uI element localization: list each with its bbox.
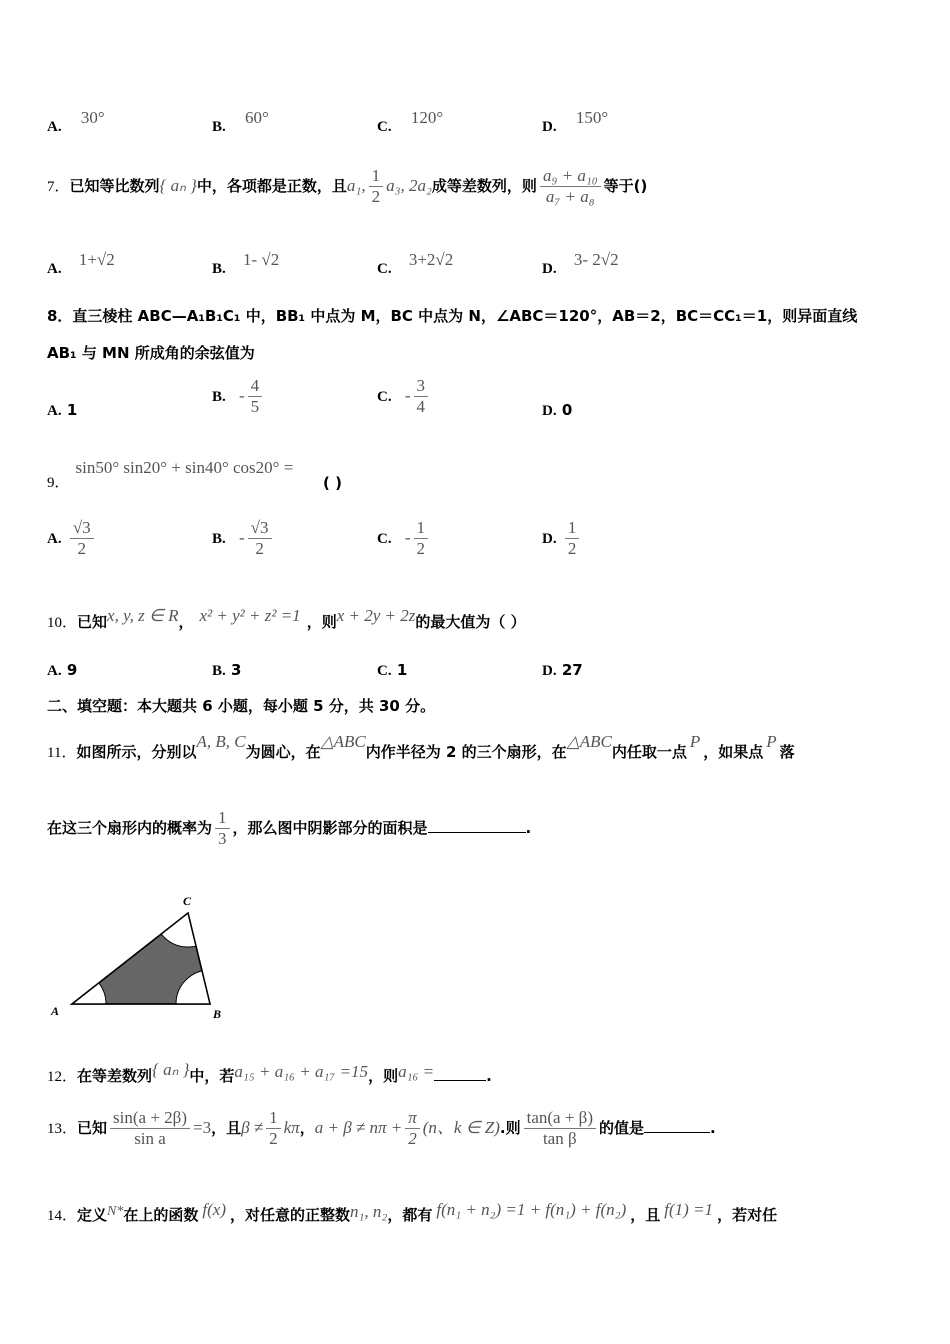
text: ， (178, 613, 194, 631)
math: { aₙ } (159, 176, 197, 195)
option-value: 1- √2 (243, 250, 280, 269)
fraction-denominator: 2 (77, 539, 86, 558)
text: 为圆心，在 (245, 743, 321, 761)
fraction-numerator: sin(a + 2β) (110, 1108, 190, 1129)
q9-option-c (377, 518, 431, 559)
math: f(1) =1 (664, 1200, 714, 1219)
q9-option-d (542, 518, 582, 559)
text: ，则 (306, 613, 337, 631)
question-8-line-1: 8．直三棱柱 ABC—A₁B₁C₁ 中，BB₁ 中点为 M，BC 中点为 N，∠ABC＝120°，AB＝2，BC＝CC₁＝1，则异面直线 (47, 307, 858, 325)
vertex-label-c: C (183, 894, 192, 908)
text: 内作半径为 2 的三个扇形，在 (365, 743, 567, 761)
math: a₁₅ + a₁₆ + a₁₇ =15 (234, 1062, 369, 1081)
option-label: B. (212, 531, 226, 547)
fraction-numerator: √3 (70, 518, 94, 539)
text: . (710, 1119, 716, 1137)
option-value: 120° (410, 108, 444, 127)
option-value: 0 (561, 401, 573, 419)
option-label: D. (542, 663, 557, 679)
math: { aₙ } (152, 1060, 190, 1079)
math: kπ (283, 1118, 300, 1137)
option-label: D. (542, 119, 557, 135)
text: 如图所示，分别以 (76, 743, 197, 761)
fraction-denominator: a₇ + a₈ (545, 187, 595, 206)
math: a + β ≠ nπ + (314, 1118, 403, 1137)
option-value: 150° (575, 108, 609, 127)
q10-option-c (377, 661, 407, 680)
option-label: A. (47, 261, 62, 277)
q6-option-c (377, 108, 443, 136)
answer-blank[interactable] (428, 832, 526, 833)
text: 等于() (603, 177, 648, 195)
math: a₁, (346, 176, 366, 195)
text: 在这三个扇形内的概率为 (47, 819, 213, 837)
option-value: 9 (66, 661, 78, 679)
option-label: B. (212, 261, 226, 277)
fraction-denominator: 2 (269, 1129, 278, 1148)
text: 内任取一点 (611, 743, 687, 761)
option-label: D. (542, 531, 557, 547)
fraction-numerator: 1 (369, 166, 384, 187)
text: ， (299, 1119, 315, 1137)
q8-option-b (212, 376, 265, 417)
option-label: B. (212, 663, 226, 679)
q8-option-c (377, 376, 431, 417)
math: a₁₆ = (398, 1062, 435, 1081)
option-value: 3 (231, 661, 242, 679)
math: f(x) (202, 1200, 226, 1219)
question-12 (47, 1060, 492, 1086)
text: ，如果点 (703, 743, 764, 761)
math: (n、k ∈ Z) (422, 1118, 500, 1137)
fraction-denominator: 2 (371, 187, 381, 206)
q7-option-d (542, 250, 619, 278)
text: 成等差数列，则 (431, 177, 537, 195)
option-value: 3+2√2 (408, 250, 454, 269)
text: .则 (499, 1119, 521, 1137)
question-number: 7． (47, 179, 70, 195)
q6-option-b (212, 108, 269, 136)
fraction-denominator: 2 (567, 539, 577, 558)
minus-sign: - (239, 528, 245, 547)
text: 中，各项都是正数，且 (196, 177, 347, 195)
question-14 (47, 1200, 777, 1225)
fraction-numerator: a₉ + a₁₀ (540, 166, 601, 187)
triangle-figure (45, 890, 235, 1025)
option-value: 3- 2√2 (573, 250, 619, 269)
answer-blank[interactable] (434, 1080, 486, 1081)
fraction-numerator: 1 (215, 808, 230, 829)
option-label: D. (542, 403, 557, 419)
math: P (766, 732, 777, 751)
option-label: C. (377, 531, 392, 547)
option-value: 1 (396, 661, 408, 679)
question-number: 11． (47, 745, 77, 761)
fraction-numerator: tan(a + β) (524, 1108, 596, 1129)
fraction-numerator: 1 (414, 518, 429, 539)
text: 已知等比数列 (69, 177, 160, 195)
text: . (486, 1067, 492, 1085)
option-label: A. (47, 119, 62, 135)
math: β ≠ (241, 1118, 264, 1137)
text: 已知 (77, 613, 108, 631)
fraction-numerator: √3 (248, 518, 272, 539)
option-value: 30° (80, 108, 105, 127)
math: x + 2y + 2z (336, 606, 416, 625)
q7-option-a (47, 250, 115, 278)
text: ，若对任 (717, 1206, 778, 1224)
option-label: C. (377, 663, 392, 679)
minus-sign: - (239, 386, 245, 405)
math: N* (107, 1204, 124, 1219)
option-label: A. (47, 663, 62, 679)
fraction-denominator: 2 (408, 1129, 417, 1148)
q7-option-c (377, 250, 453, 278)
option-label: B. (212, 389, 226, 405)
math: A, B, C (196, 732, 246, 751)
question-9 (47, 458, 293, 492)
option-value: 27 (561, 661, 583, 679)
fraction-denominator: tan β (542, 1129, 577, 1148)
question-number: 14． (47, 1208, 78, 1224)
q6-option-d (542, 108, 608, 136)
text: ，且 (211, 1119, 242, 1137)
option-value: 1 (66, 401, 78, 419)
text: ，都有 (387, 1206, 433, 1224)
q9-option-b (212, 518, 275, 559)
fraction-denominator: 4 (416, 397, 425, 416)
question-number: 12． (47, 1069, 78, 1085)
math: x, y, z ∈ R (107, 606, 179, 625)
q8-option-d (542, 401, 572, 420)
fraction-numerator: π (405, 1108, 420, 1129)
question-8-line-2: AB₁ 与 MN 所成角的余弦值为 (47, 344, 255, 362)
fraction-numerator: 1 (565, 518, 580, 539)
text: 的最大值为（ ） (415, 613, 526, 631)
fraction-numerator: 3 (414, 376, 429, 397)
q9-option-a (47, 518, 97, 559)
fraction-denominator: 2 (416, 539, 425, 558)
fraction-denominator: 5 (250, 397, 260, 416)
option-value: 1+√2 (78, 250, 115, 269)
fraction-denominator: sin a (134, 1129, 166, 1148)
question-11-line-1 (47, 724, 795, 771)
text: 落 (779, 743, 795, 761)
q10-option-a (47, 661, 77, 680)
option-label: A. (47, 403, 62, 419)
text: 在等差数列 (77, 1067, 153, 1085)
option-label: C. (377, 389, 392, 405)
q6-option-a (47, 108, 105, 136)
option-value: 60° (245, 108, 269, 127)
question-11-line-2 (47, 808, 531, 849)
text: ，对任意的正整数 (229, 1206, 350, 1224)
text: 定义 (77, 1206, 108, 1224)
question-number: 9． (47, 475, 70, 491)
q10-option-d (542, 661, 583, 680)
math: f(n₁ + n₂) =1 + f(n₁) + f(n₂) (436, 1200, 627, 1219)
text: 的值是 (598, 1119, 644, 1137)
minus-sign: - (404, 386, 411, 405)
fraction-numerator: 4 (248, 376, 263, 397)
q8-option-a (47, 401, 77, 420)
text: 在上的函数 (123, 1206, 199, 1224)
text: ，那么图中阴影部分的面积是 (232, 819, 428, 837)
math: △ABC (566, 732, 612, 751)
math: P (689, 732, 701, 751)
q10-option-b (212, 661, 241, 680)
option-label: B. (212, 119, 226, 135)
question-number: 13． (47, 1121, 78, 1137)
math: sin50° sin20° + sin40° cos20° = (75, 458, 294, 477)
fraction-denominator: 3 (218, 829, 227, 848)
option-label: D. (542, 261, 557, 277)
fraction-numerator: 1 (266, 1108, 281, 1129)
fraction-denominator: 2 (255, 539, 264, 558)
math: x² + y² + z² =1 (199, 606, 301, 625)
question-number: 10． (47, 615, 78, 631)
text: . (525, 819, 532, 837)
text: 中，若 (189, 1067, 235, 1085)
minus-sign: - (404, 528, 411, 547)
math: a₃, 2a₂ (386, 176, 432, 195)
option-label: A. (47, 531, 62, 547)
math: △ABC (320, 732, 366, 751)
math: n₁, n₂ (350, 1202, 388, 1221)
math: =3 (192, 1118, 212, 1137)
vertex-label-a: A (51, 1004, 60, 1018)
vertex-label-b: B (213, 1007, 222, 1021)
section-heading: 二、填空题：本大题共 6 小题，每小题 5 分，共 30 分。 (47, 697, 436, 715)
answer-paren: ( ) (323, 474, 342, 492)
option-label: C. (377, 119, 392, 135)
question-13 (47, 1108, 716, 1149)
text: 已知 (77, 1119, 108, 1137)
text: ，则 (368, 1067, 399, 1085)
answer-blank[interactable] (644, 1132, 710, 1133)
question-10 (47, 606, 526, 632)
q7-option-b (212, 250, 279, 278)
option-label: C. (377, 261, 392, 277)
question-7 (47, 166, 647, 207)
text: ，且 (630, 1206, 661, 1224)
